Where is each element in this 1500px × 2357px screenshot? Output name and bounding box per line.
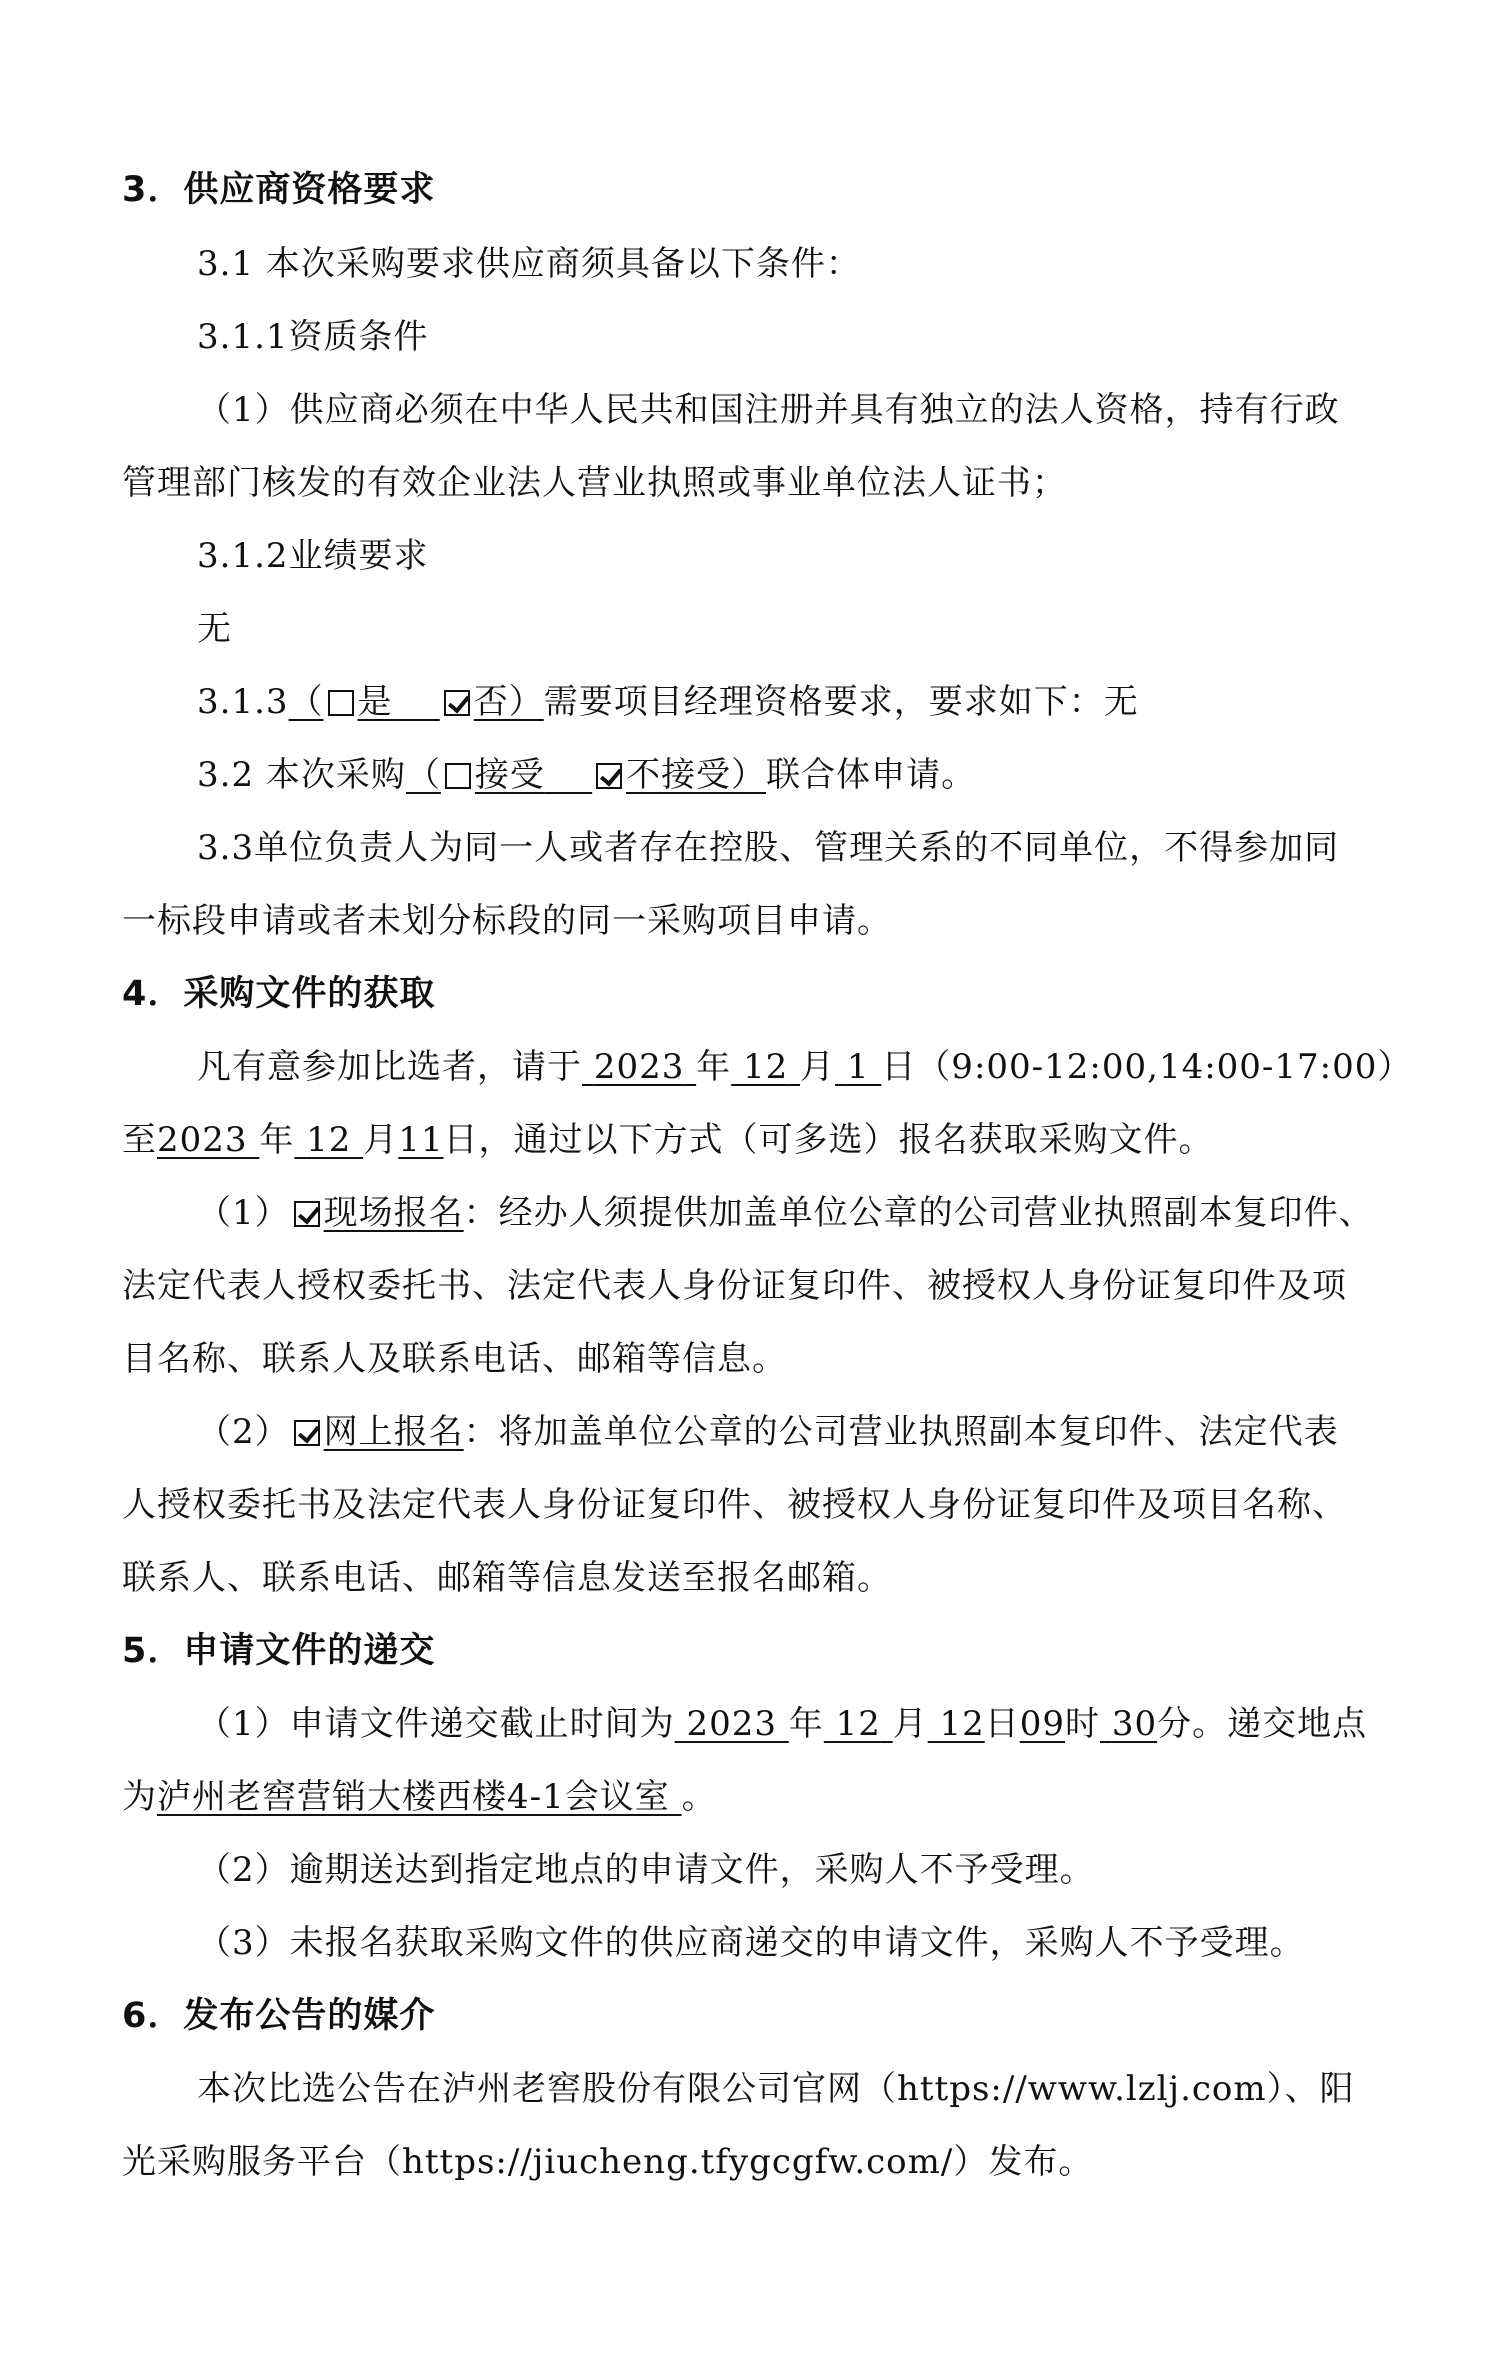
checkbox-no-checked-icon bbox=[444, 690, 470, 716]
clause-3-1-1-line1: （1）供应商必须在中华人民共和国注册并具有独立的法人资格，持有行政 bbox=[197, 390, 1340, 430]
clause-3-1-2-title: 3.1.2业绩要求 bbox=[197, 536, 429, 576]
consortium-choice-group: （ 接受 不接受） bbox=[405, 755, 767, 795]
end-day: 11 bbox=[398, 1120, 444, 1160]
deadline-minute: 30 bbox=[1111, 1704, 1158, 1744]
deadline-month: 12 bbox=[835, 1704, 881, 1744]
deadline-year: 2023 bbox=[686, 1704, 777, 1744]
pm-choice-group: （ 是 否） bbox=[288, 682, 544, 722]
late-submission-rule: （2）逾期送达到指定地点的申请文件，采购人不予受理。 bbox=[197, 1850, 1095, 1890]
checkbox-reject-checked-icon bbox=[596, 763, 622, 789]
clause-3-3-line2: 一标段申请或者未划分标段的同一采购项目申请。 bbox=[122, 901, 892, 941]
clause-3-1-3-number: 3.1.3 bbox=[197, 682, 289, 722]
pm-no-label: 否） bbox=[473, 682, 544, 722]
acquisition-period-line1: 凡有意参加比选者，请于 2023 年 12 月 1 日（9:00-12:00,14:00-17:00） bbox=[197, 1047, 1413, 1087]
section-4-heading: 4．采购文件的获取 bbox=[122, 974, 436, 1014]
section-5-heading: 5．申请文件的递交 bbox=[122, 1631, 436, 1671]
deadline-day: 12 bbox=[939, 1704, 985, 1744]
onsite-registration-option: 现场报名 bbox=[290, 1193, 464, 1233]
unregistered-submission-rule: （3）未报名获取采购文件的供应商递交的申请文件，采购人不予受理。 bbox=[197, 1923, 1305, 1963]
checkbox-onsite-checked-icon bbox=[294, 1201, 320, 1227]
submission-place-line: 为泸州老窖营销大楼西楼4-1会议室 。 bbox=[122, 1777, 717, 1817]
section-3-heading: 3．供应商资格要求 bbox=[122, 170, 436, 210]
start-year: 2023 bbox=[593, 1047, 685, 1087]
option-onsite-line1: （1） 现场报名：经办人须提供加盖单位公章的公司营业执照副本复印件、 bbox=[197, 1193, 1374, 1233]
clause-3-1-3-text: 需要项目经理资格要求，要求如下：无 bbox=[543, 682, 1139, 722]
accept-label: 接受 bbox=[474, 755, 545, 795]
checkbox-online-checked-icon bbox=[294, 1420, 320, 1446]
online-registration-option: 网上报名 bbox=[290, 1412, 464, 1452]
clause-3-1-1-title: 3.1.1资质条件 bbox=[197, 317, 429, 357]
deadline-hour: 09 bbox=[1019, 1704, 1066, 1744]
clause-3-1-2-text: 无 bbox=[197, 609, 232, 649]
reject-label: 不接受） bbox=[626, 755, 767, 795]
option-online-line2: 人授权委托书及法定代表人身份证复印件、被授权人身份证复印件及项目名称、 bbox=[122, 1485, 1347, 1525]
submission-place: 泸州老窖营销大楼西楼4-1会议室 bbox=[157, 1777, 670, 1817]
clause-3-1-1-line2: 管理部门核发的有效企业法人营业执照或事业单位法人证书； bbox=[122, 463, 1067, 503]
start-month: 12 bbox=[742, 1047, 789, 1087]
clause-3-1-3 bbox=[197, 678, 1139, 726]
option-onsite-line2: 法定代表人授权委托书、法定代表人身份证复印件、被授权人身份证复印件及项 bbox=[122, 1266, 1347, 1306]
clause-3-3-line1: 3.3单位负责人为同一人或者存在控股、管理关系的不同单位，不得参加同 bbox=[197, 828, 1340, 868]
checkbox-yes-unchecked-icon bbox=[328, 690, 354, 716]
section-6-heading: 6．发布公告的媒介 bbox=[122, 1996, 436, 2036]
option-online-line1: （2） 网上报名：将加盖单位公章的公司营业执照副本复印件、法定代表 bbox=[197, 1412, 1339, 1452]
submission-deadline-line: （1）申请文件递交截止时间为 2023 年 12 月 12日09时 30分。递交地点 bbox=[197, 1704, 1368, 1744]
clause-3-1: 3.1 本次采购要求供应商须具备以下条件： bbox=[197, 244, 861, 284]
start-day: 1 bbox=[846, 1047, 870, 1087]
option-online-line3: 联系人、联系电话、邮箱等信息发送至报名邮箱。 bbox=[122, 1558, 892, 1598]
media-line2: 光采购服务平台（https://jiucheng.tfygcgfw.com/）发布。 bbox=[122, 2142, 1094, 2182]
end-year: 2023 bbox=[157, 1120, 248, 1160]
media-line1: 本次比选公告在泸州老窖股份有限公司官网（https://www.lzlj.com）、阳 bbox=[197, 2069, 1355, 2109]
acquisition-period-line2: 至2023 年 12 月11日，通过以下方式（可多选）报名获取采购文件。 bbox=[122, 1120, 1214, 1160]
checkbox-accept-unchecked-icon bbox=[445, 763, 471, 789]
option-onsite-line3: 目名称、联系人及联系电话、邮箱等信息。 bbox=[122, 1339, 787, 1379]
end-month: 12 bbox=[306, 1120, 352, 1160]
clause-3-2: 3.2 本次采购（ 接受 不接受）联合体申请。 bbox=[197, 755, 977, 795]
pm-yes-label: 是 bbox=[357, 682, 393, 722]
